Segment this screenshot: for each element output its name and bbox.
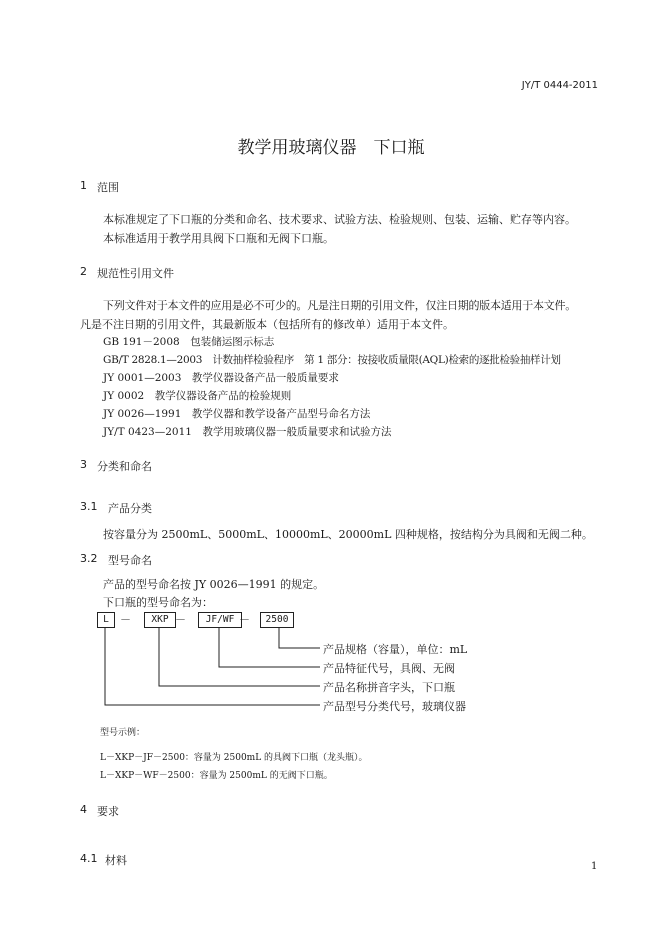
section-4-number: 4 — [80, 803, 87, 816]
model-naming-text: 下口瓶的型号命名为： — [103, 596, 213, 609]
model-dash: － — [175, 613, 186, 626]
section-2-number: 2 — [80, 265, 87, 278]
reference-item: JY 0001—2003 教学仪器设备产品一般质量要求 — [103, 372, 339, 384]
standard-number: JY/T 0444-2011 — [521, 80, 598, 91]
model-label-spec: 产品规格（容量），单位：mL — [323, 643, 468, 656]
model-label-name: 产品名称拼音字头，下口瓶 — [323, 681, 455, 694]
section-2-paragraph: 凡是不注日期的引用文件，其最新版本（包括所有的修改单）适用于本文件。 — [80, 318, 454, 331]
section-3-1-heading: 产品分类 — [108, 502, 152, 515]
model-example-label: 型号示例： — [100, 728, 146, 738]
reference-item: JY/T 0423—2011 教学用玻璃仪器一般质量要求和试验方法 — [103, 426, 392, 438]
section-1-heading: 范围 — [97, 181, 119, 194]
model-code-box: XKP — [144, 612, 176, 628]
model-dash: － — [120, 613, 131, 626]
section-3-2-heading: 型号命名 — [108, 554, 152, 567]
section-4-heading: 要求 — [97, 805, 119, 818]
model-naming-text: 产品的型号命名按 JY 0026—1991 的规定。 — [103, 578, 325, 591]
section-4-1-number: 4.1 — [80, 852, 98, 865]
page-title: 教学用玻璃仪器 下口瓶 — [237, 138, 425, 158]
section-1-paragraph: 本标准适用于教学用具阀下口瓶和无阀下口瓶。 — [103, 232, 334, 245]
model-code-box: JF/WF — [198, 612, 242, 628]
section-2-heading: 规范性引用文件 — [97, 267, 174, 280]
reference-item: JY 0002 教学仪器设备产品的检验规则 — [103, 390, 292, 402]
model-example: L－XKP－WF－2500：容量为 2500mL 的无阀下口瓶。 — [100, 771, 333, 781]
reference-item: JY 0026—1991 教学仪器和教学设备产品型号命名方法 — [103, 408, 371, 420]
model-code-box: L — [97, 612, 115, 628]
page-number: 1 — [591, 861, 598, 872]
model-code-box: 2500 — [260, 612, 294, 628]
model-label-class: 产品型号分类代号，玻璃仪器 — [323, 700, 466, 713]
section-3-2-number: 3.2 — [80, 552, 98, 565]
reference-item: GB/T 2828.1—2003 计数抽样检验程序 第 1 部分：按接收质量限(AQL)检索的逐批检验抽样计划 — [103, 354, 561, 366]
model-example: L－XKP－JF－2500：容量为 2500mL 的具阀下口瓶（龙头瓶）。 — [100, 753, 368, 763]
section-3-heading: 分类和命名 — [97, 460, 152, 473]
section-3-number: 3 — [80, 458, 87, 471]
section-4-1-heading: 材料 — [105, 854, 127, 867]
section-3-1-number: 3.1 — [80, 500, 98, 513]
section-3-1-text: 按容量分为 2500mL、5000mL、10000mL、20000mL 四种规格，按结构分为具阀和无阀二种。 — [103, 528, 593, 541]
reference-item: GB 191－2008 包装储运图示标志 — [103, 336, 275, 348]
section-1-number: 1 — [80, 179, 87, 192]
section-2-paragraph: 下列文件对于本文件的应用是必不可少的。凡是注日期的引用文件，仅注日期的版本适用于本文件。 — [103, 299, 576, 312]
model-dash: － — [239, 613, 250, 626]
model-label-feature: 产品特征代号，具阀、无阀 — [323, 662, 455, 675]
section-1-paragraph: 本标准规定了下口瓶的分类和命名、技术要求、试验方法、检验规则、包装、运输、贮存等内容。 — [103, 213, 576, 226]
